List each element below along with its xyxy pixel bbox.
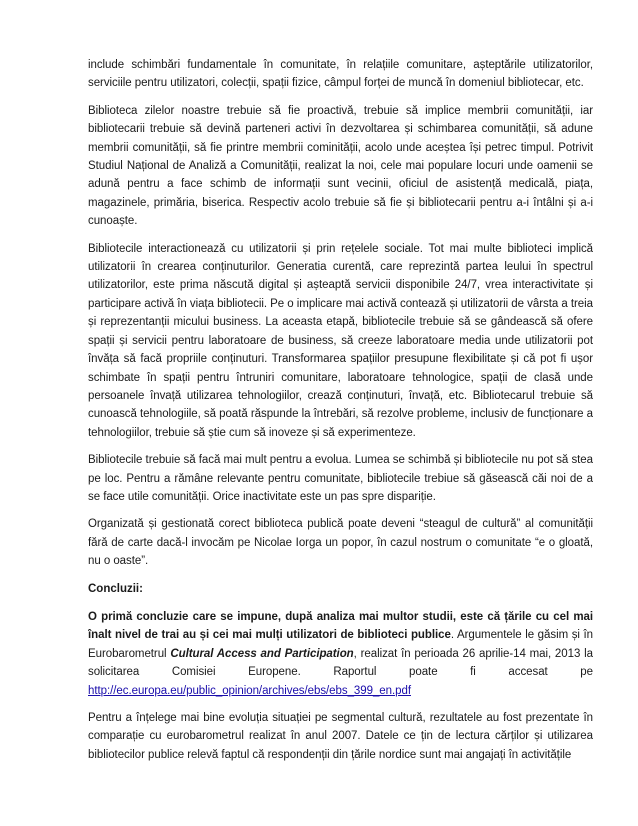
conclusion-paragraph — [88, 608, 593, 700]
paragraph-1: include schimbări fundamentale în comunitate, în relațiile comunitare, așteptările utilizatorilor, serviciile pentru utilizatori, colecții, spații fizice, câmpul forței de muncă în domeniul bibliotecar, etc. — [88, 59, 593, 90]
conclusion-text-1: . Argumentele le găsim și în Eurobarometrul — [88, 629, 593, 660]
conclusion-bold-lead: O primă concluzie care se impune, după analiza mai multor studii, este că țările cu cel mai înalt nivel de trai au și cei mai mulți utilizatori de biblioteci publice — [88, 610, 593, 642]
paragraph-2: Biblioteca zilelor noastre trebuie să fie proactivă, trebuie să implice membrii comunității, iar bibliotecarii trebuie să devină parteneri activi în dezvoltarea și schimbarea comunității, să adune membrii comunității, să fie printre membrii cominității, acolo unde aceștea își petrec timpul. Potrivit Studiul Național de Analiză a Comunității, realizat la noi, cele mai populare locuri unde oamenii se adună pentru a face schimb de informații sunt vecinii, oficiul de asistență medicală, piața, magazinele, primăria, biserica. Respectiv acolo trebuie să fie și bibliotecarii pentru a-i întâlni și a-i cunoaște. — [88, 104, 593, 228]
report-link[interactable]: http://ec.europa.eu/public_opinion/archives/ebs/ebs_399_en.pdf — [88, 684, 411, 697]
section-heading-conclusions: Concluzii: — [88, 582, 143, 595]
paragraph-4: Bibliotecile trebuie să facă mai mult pentru a evolua. Lumea se schimbă și bibliotecile nu pot să stea pe loc. Pentru a rămâne relevante pentru comunitate, bibliotecile trebiue să găsească căi noi de a se face utile comunității. Orice inactivitate este un pas spre dispariție. — [88, 454, 593, 503]
paragraph-3: Bibliotecile interactionează cu utilizatorii și prin rețelele sociale. Tot mai multe biblioteci implică utilizatorii în crearea conținuturilor. Generatia curentă, care reprezintă partea leului în spectrul utilizatorilor, este prima născută digital și așteaptă servicii disponibile 24/7, vrea interactivitate și participare activă în viața bibliotecii. Pe o implicare mai activă contează și utilizatorii de vârsta a treia și reprezentanții micului business. La aceasta etapă, bibliotecile trebuie să se gândească să ofere spații și servicii pentru laboratoare de business, să creeze laboratoare media unde utilizatorii pot învăța să facă propriile conținuturi. Transformarea spațiilor presupune flexibilitate și că pot fi ușor schimbate în spații pentru întruniri comunitare, laboratoare tehnologice, spații de clasă unde persoanele învață utilizarea tehnologiilor, crează conținuturi, învață, etc. Bibliotecarul trebuie să cunoască tehnologiile, să poată răspunde la întrebări, să rezolve probleme, inclusiv de funcționare a tehnologiilor, trebuie să știe cum să inoveze și să experimenteze. — [88, 242, 593, 439]
document-page — [88, 56, 593, 816]
paragraph-6: Pentru a înțelege mai bine evoluția situației pe segmental cultură, rezultatele au fost prezentate în comparație cu eurobarometrul realizat în anul 2007. Datele ce țin de lectura cărților și utilizarea bibliotecilor publice relevă faptul că respondenții din țările nordice sunt mai angajați în activitățile — [88, 712, 593, 761]
conclusion-text-2: , realizat în perioada 26 aprilie-14 mai, 2013 la solicitarea Comisiei Europene. Raportul poate fi accesat pe — [88, 647, 593, 679]
paragraph-5: Organizată și gestionată corect biblioteca publică poate deveni “steagul de cultură” al comunității fără de carte dacă-l invocăm pe Nicolae Iorga un popor, în cazul nostrum o comunitate “e o gloată, nu o oaste”. — [88, 518, 593, 568]
eurobarometer-title: Cultural Access and Participation — [170, 647, 354, 660]
